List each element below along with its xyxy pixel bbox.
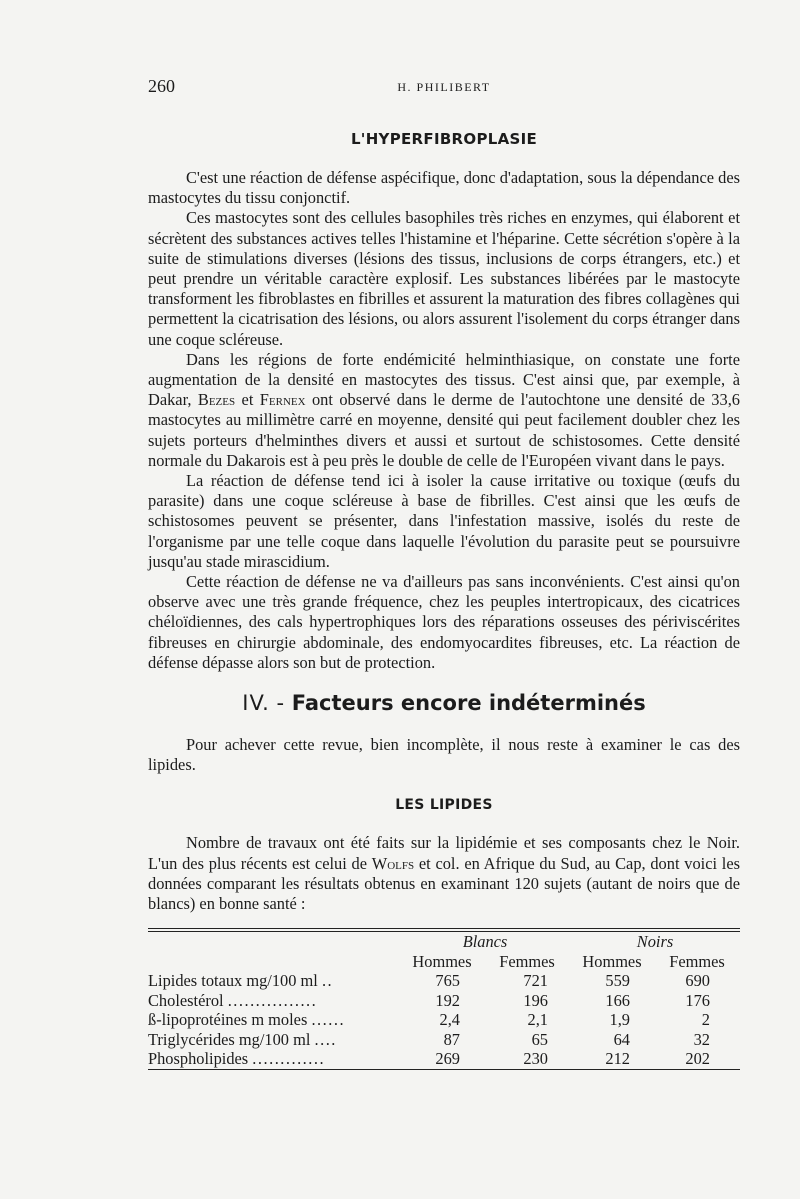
paragraph — [148, 833, 740, 914]
table-cell: 721 — [523, 971, 548, 991]
chapter-dash: - — [276, 691, 286, 716]
paragraph: Ces mastocytes sont des cellules basophiles très riches en enzymes, qui élaborent et sécrètent des substances actives telles l'histamine et l'héparine. Cette sécrétion s'opère à la suite de stimulations diverses (lésions des tissus, inclusions de corps étrangers, etc.) et peut prendre un véritable caractère explosif. Les substances libérées par le mastocyte transforment les fibroblastes en fibrilles et assurent la maturation des fibres collagènes qui permettent la cicatrisation des lésions, ou alors assurent l'isolement du corps étranger dans une coque scléreuse. — [148, 208, 740, 349]
chapter-heading — [148, 691, 740, 715]
page — [148, 72, 740, 1070]
text-run: et col. en Afrique du Sud, au Cap, dont voici les données comparant les résultats obtenus en examinant 120 sujets (autant de noirs que de blancs) en bonne santé : — [148, 853, 740, 914]
table-cell: 269 — [435, 1049, 460, 1069]
table-cell: 212 — [605, 1049, 630, 1069]
table-cell: 559 — [605, 971, 630, 991]
subsection-title: LES LIPIDES — [395, 797, 493, 814]
paragraph: Cette réaction de défense ne va d'ailleurs pas sans inconvénients. C'est ainsi qu'on observe avec une très grande fréquence, chez les peuples intertropicaux, des cicatrices chéloïdiennes, des cals hypertrophiques lors des réparations osseuses des périviscérites fibreuses en chirurgie abdominale, des endomyocardites fibreuses, etc. La réaction de défense dépasse alors son but de protection. — [148, 572, 740, 672]
table-cell: 32 — [693, 1029, 710, 1049]
table-cell: 87 — [443, 1029, 460, 1049]
column-header: Femmes — [499, 951, 555, 971]
section-title: L'HYPERFIBROPLASIE — [350, 130, 538, 148]
group-header: Noirs — [636, 932, 674, 952]
table-cell: 176 — [685, 990, 710, 1010]
dot-leader: ................ — [227, 990, 318, 1010]
table-cell: 196 — [523, 990, 548, 1010]
table-row — [148, 1049, 740, 1069]
table-cell: 192 — [435, 990, 460, 1010]
table-cell: 1,9 — [609, 1010, 630, 1030]
table-row — [148, 1010, 740, 1030]
chapter-title: Facteurs encore indéterminés — [291, 691, 646, 716]
dot-leader: ............. — [252, 1049, 326, 1069]
table-sub-header — [148, 952, 740, 972]
table-cell: 64 — [613, 1029, 630, 1049]
text-run: ont observé dans le derme de l'autochtone une densité de 33,6 mastocytes au millimètre carré en moyenne, densité qui peut facilement doubler chez les sujets porteurs d'helminthes divers et aussi et surtout de schistosomes. Cette densité normale du Dakarois est à peu près le double de celle de l'Européen vivant dans le pays. — [148, 390, 740, 470]
table-cell: 166 — [605, 990, 630, 1010]
table-cell: 202 — [685, 1049, 710, 1069]
dot-leader: .. — [321, 971, 334, 991]
author-name: Bezes — [197, 390, 236, 410]
table-bottom-rule — [148, 1069, 740, 1070]
table-row — [148, 971, 740, 991]
page-number: 260 — [148, 76, 175, 96]
row-label: Cholestérol — [148, 990, 224, 1010]
table-cell: 65 — [531, 1029, 548, 1049]
table-row — [148, 1030, 740, 1050]
data-table — [148, 932, 740, 1069]
dot-leader: ...... — [311, 1010, 346, 1030]
row-label: Triglycérides mg/100 ml — [148, 1029, 311, 1049]
table-group-header — [148, 932, 740, 952]
table-row — [148, 991, 740, 1011]
author-name: Wolfs — [371, 853, 415, 873]
text-run: Dans les régions de forte endémicité helminthiasique, on constate une forte augmentation de la densité en mastocytes des tissus. C'est ainsi que, par exemple, à Dakar, — [148, 349, 740, 410]
table-cell: 690 — [685, 971, 710, 991]
row-label: Phospholipides — [148, 1049, 249, 1069]
column-header: Hommes — [412, 951, 472, 971]
table-cell: 2,1 — [527, 1010, 548, 1030]
table-cell: 765 — [435, 971, 460, 991]
row-label: ß-lipoprotéines m moles — [148, 1010, 308, 1030]
paragraph: La réaction de défense tend ici à isoler la cause irritative ou toxique (œufs du parasite) dans une coque scléreuse à base de fibrilles. C'est ainsi que les œufs de schistosomes peuvent se présenter, dans l'infestation massive, isolés du reste de l'organisme par une telle coque dans laquelle l'évolution du parasite peut se poursuivre jusqu'au stade mirascidium. — [148, 471, 740, 571]
table-cell: 2,4 — [439, 1010, 460, 1030]
text-run: et — [235, 390, 260, 410]
table-cell: 2 — [701, 1010, 710, 1030]
group-header: Blancs — [462, 932, 508, 952]
dot-leader: .... — [314, 1029, 337, 1049]
paragraph: C'est une réaction de défense aspécifique, donc d'adaptation, sous la dépendance des mastocytes du tissu conjonctif. — [148, 168, 740, 208]
column-header: Femmes — [669, 951, 725, 971]
chapter-number: IV. — [242, 691, 270, 716]
table-cell: 230 — [523, 1049, 548, 1069]
paragraph: Pour achever cette revue, bien incomplète, il nous reste à examiner le cas des lipides. — [148, 735, 740, 775]
paragraph — [148, 350, 740, 471]
column-header: Hommes — [582, 951, 642, 971]
author-name: Fernex — [259, 390, 306, 410]
running-title: H. PHILIBERT — [397, 80, 491, 94]
row-label: Lipides totaux mg/100 ml — [148, 971, 318, 991]
lipid-table — [148, 928, 740, 1070]
running-head — [148, 72, 740, 102]
text-run: Nombre de travaux ont été faits sur la lipidémie et ses composants chez le Noir. L'un des plus récents est celui de — [148, 833, 740, 873]
